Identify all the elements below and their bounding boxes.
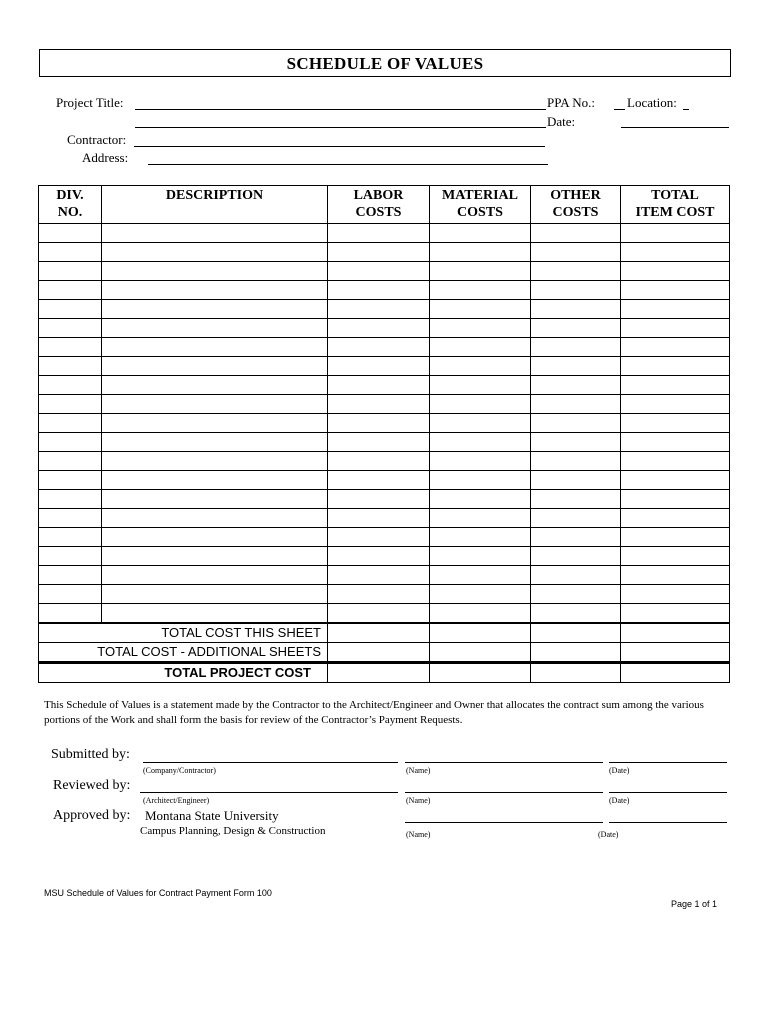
table-row bbox=[39, 528, 730, 547]
total-item-cost-cell[interactable] bbox=[621, 319, 730, 338]
other-cost-cell[interactable] bbox=[531, 357, 621, 376]
labor-cost-cell[interactable] bbox=[328, 376, 430, 395]
other-cost-cell[interactable] bbox=[531, 452, 621, 471]
table-row bbox=[39, 243, 730, 262]
page-title: SCHEDULE OF VALUES bbox=[39, 49, 731, 77]
labor-cost-cell[interactable] bbox=[328, 471, 430, 490]
labor-cost-cell[interactable] bbox=[328, 224, 430, 243]
submitted-date-caption: (Date) bbox=[609, 766, 630, 775]
total-item-cost-cell[interactable] bbox=[621, 490, 730, 509]
material-cost-cell[interactable] bbox=[430, 357, 531, 376]
description-cell[interactable] bbox=[102, 357, 328, 376]
table-row bbox=[39, 281, 730, 300]
material-cost-cell[interactable] bbox=[430, 566, 531, 585]
submitted-date-line[interactable] bbox=[609, 762, 727, 763]
other-cost-cell[interactable] bbox=[531, 281, 621, 300]
table-row bbox=[39, 604, 730, 624]
total-this-sheet-other-cell[interactable] bbox=[531, 623, 621, 643]
total-project-cost-row bbox=[39, 663, 730, 683]
total-additional-labor-cell[interactable] bbox=[328, 643, 430, 663]
total-item-cost-cell[interactable] bbox=[621, 547, 730, 566]
total-item-cost-cell[interactable] bbox=[621, 452, 730, 471]
description-cell[interactable] bbox=[102, 585, 328, 604]
other-cost-cell[interactable] bbox=[531, 395, 621, 414]
approver-university: Montana State University bbox=[145, 808, 279, 823]
other-cost-cell[interactable] bbox=[531, 300, 621, 319]
table-row bbox=[39, 395, 730, 414]
contractor-label: Contractor: bbox=[67, 132, 127, 147]
div-no-cell[interactable] bbox=[39, 281, 102, 300]
other-cost-cell[interactable] bbox=[531, 528, 621, 547]
div-no-cell[interactable] bbox=[39, 414, 102, 433]
project-title-label: Project Title: bbox=[56, 95, 124, 110]
material-cost-cell[interactable] bbox=[430, 338, 531, 357]
labor-cost-cell[interactable] bbox=[328, 414, 430, 433]
table-row bbox=[39, 471, 730, 490]
ppa-no-line[interactable] bbox=[614, 109, 625, 110]
schedule-note: This Schedule of Values is a statement made by the Contractor to the Architect/Engineer and Owner that allocates the contract sum among the various portions of the Work and shall form the basis for review of the Contractor’s Payment Requests. bbox=[44, 699, 704, 726]
material-cost-cell[interactable] bbox=[430, 585, 531, 604]
div-no-cell[interactable] bbox=[39, 604, 102, 624]
material-cost-cell[interactable] bbox=[430, 224, 531, 243]
description-cell[interactable] bbox=[102, 528, 328, 547]
material-cost-cell[interactable] bbox=[430, 262, 531, 281]
description-cell[interactable] bbox=[102, 224, 328, 243]
material-cost-cell[interactable] bbox=[430, 300, 531, 319]
table-row bbox=[39, 414, 730, 433]
total-item-cost-cell[interactable] bbox=[621, 357, 730, 376]
div-no-cell[interactable] bbox=[39, 585, 102, 604]
other-cost-cell[interactable] bbox=[531, 566, 621, 585]
page-number: Page 1 of 1 bbox=[671, 899, 718, 909]
total-project-other-cell[interactable] bbox=[531, 663, 621, 683]
material-cost-cell[interactable] bbox=[430, 604, 531, 624]
table-row bbox=[39, 319, 730, 338]
material-cost-cell[interactable] bbox=[430, 547, 531, 566]
description-cell[interactable] bbox=[102, 281, 328, 300]
material-cost-cell[interactable] bbox=[430, 319, 531, 338]
total-item-cost-cell[interactable] bbox=[621, 566, 730, 585]
column-header-div-no: DIV. NO. bbox=[39, 186, 102, 224]
schedule-table bbox=[38, 185, 730, 683]
column-header-labor-costs: LABOR COSTS bbox=[328, 186, 430, 224]
description-cell[interactable] bbox=[102, 566, 328, 585]
approved-name-caption: (Name) bbox=[406, 830, 431, 839]
total-item-cost-cell[interactable] bbox=[621, 300, 730, 319]
material-cost-cell[interactable] bbox=[430, 376, 531, 395]
approver-department: Campus Planning, Design & Construction bbox=[140, 825, 326, 837]
labor-cost-cell[interactable] bbox=[328, 243, 430, 262]
approved-by-label: Approved by: bbox=[53, 808, 131, 823]
table-row bbox=[39, 300, 730, 319]
labor-cost-cell[interactable] bbox=[328, 528, 430, 547]
total-item-cost-cell[interactable] bbox=[621, 224, 730, 243]
table-row bbox=[39, 224, 730, 243]
div-no-cell[interactable] bbox=[39, 433, 102, 452]
labor-cost-cell[interactable] bbox=[328, 490, 430, 509]
reviewed-architect-caption: (Architect/Engineer) bbox=[143, 796, 210, 805]
column-header-material-costs: MATERIAL COSTS bbox=[430, 186, 531, 224]
labor-cost-cell[interactable] bbox=[328, 433, 430, 452]
column-header-total-item-cost: TOTAL ITEM COST bbox=[621, 186, 730, 224]
total-item-cost-cell[interactable] bbox=[621, 471, 730, 490]
reviewed-date-caption: (Date) bbox=[609, 796, 630, 805]
other-cost-cell[interactable] bbox=[531, 224, 621, 243]
table-row bbox=[39, 547, 730, 566]
div-no-cell[interactable] bbox=[39, 338, 102, 357]
table-row bbox=[39, 262, 730, 281]
address-label: Address: bbox=[82, 150, 129, 165]
other-cost-cell[interactable] bbox=[531, 376, 621, 395]
description-cell[interactable] bbox=[102, 319, 328, 338]
description-cell[interactable] bbox=[102, 300, 328, 319]
other-cost-cell[interactable] bbox=[531, 547, 621, 566]
total-item-cost-cell[interactable] bbox=[621, 281, 730, 300]
div-no-cell[interactable] bbox=[39, 224, 102, 243]
description-cell[interactable] bbox=[102, 376, 328, 395]
material-cost-cell[interactable] bbox=[430, 281, 531, 300]
labor-cost-cell[interactable] bbox=[328, 300, 430, 319]
labor-cost-cell[interactable] bbox=[328, 319, 430, 338]
total-item-cost-cell[interactable] bbox=[621, 585, 730, 604]
labor-cost-cell[interactable] bbox=[328, 338, 430, 357]
submitted-name-caption: (Name) bbox=[406, 766, 431, 775]
other-cost-cell[interactable] bbox=[531, 509, 621, 528]
labor-cost-cell[interactable] bbox=[328, 452, 430, 471]
total-item-cost-cell[interactable] bbox=[621, 528, 730, 547]
div-no-cell[interactable] bbox=[39, 528, 102, 547]
description-cell[interactable] bbox=[102, 262, 328, 281]
total-this-sheet-total-cell[interactable] bbox=[621, 623, 730, 643]
material-cost-cell[interactable] bbox=[430, 509, 531, 528]
other-cost-cell[interactable] bbox=[531, 433, 621, 452]
other-cost-cell[interactable] bbox=[531, 585, 621, 604]
labor-cost-cell[interactable] bbox=[328, 585, 430, 604]
form-name-footer: MSU Schedule of Values for Contract Payment Form 100 bbox=[44, 888, 272, 898]
approved-date-caption: (Date) bbox=[598, 830, 619, 839]
div-no-cell[interactable] bbox=[39, 300, 102, 319]
location-line[interactable] bbox=[683, 109, 689, 110]
table-row bbox=[39, 452, 730, 471]
ppa-no-label: PPA No.: bbox=[547, 95, 595, 110]
labor-cost-cell[interactable] bbox=[328, 509, 430, 528]
total-this-sheet-material-cell[interactable] bbox=[430, 623, 531, 643]
other-cost-cell[interactable] bbox=[531, 490, 621, 509]
other-cost-cell[interactable] bbox=[531, 319, 621, 338]
description-cell[interactable] bbox=[102, 509, 328, 528]
submitted-by-label: Submitted by: bbox=[51, 747, 130, 762]
description-cell[interactable] bbox=[102, 547, 328, 566]
material-cost-cell[interactable] bbox=[430, 414, 531, 433]
other-cost-cell[interactable] bbox=[531, 243, 621, 262]
total-item-cost-cell[interactable] bbox=[621, 414, 730, 433]
project-title-line-2[interactable] bbox=[135, 127, 546, 128]
description-cell[interactable] bbox=[102, 452, 328, 471]
div-no-cell[interactable] bbox=[39, 395, 102, 414]
total-project-labor-cell[interactable] bbox=[328, 663, 430, 683]
material-cost-cell[interactable] bbox=[430, 528, 531, 547]
other-cost-cell[interactable] bbox=[531, 471, 621, 490]
total-item-cost-cell[interactable] bbox=[621, 338, 730, 357]
description-cell[interactable] bbox=[102, 471, 328, 490]
total-item-cost-cell[interactable] bbox=[621, 243, 730, 262]
material-cost-cell[interactable] bbox=[430, 471, 531, 490]
date-line[interactable] bbox=[621, 127, 729, 128]
labor-cost-cell[interactable] bbox=[328, 262, 430, 281]
total-project-material-cell[interactable] bbox=[430, 663, 531, 683]
table-row bbox=[39, 509, 730, 528]
total-item-cost-cell[interactable] bbox=[621, 376, 730, 395]
material-cost-cell[interactable] bbox=[430, 395, 531, 414]
table-row bbox=[39, 585, 730, 604]
labor-cost-cell[interactable] bbox=[328, 281, 430, 300]
date-label: Date: bbox=[547, 114, 576, 129]
description-cell[interactable] bbox=[102, 414, 328, 433]
material-cost-cell[interactable] bbox=[430, 433, 531, 452]
div-no-cell[interactable] bbox=[39, 452, 102, 471]
material-cost-cell[interactable] bbox=[430, 452, 531, 471]
div-no-cell[interactable] bbox=[39, 243, 102, 262]
div-no-cell[interactable] bbox=[39, 262, 102, 281]
material-cost-cell[interactable] bbox=[430, 490, 531, 509]
total-additional-sheets-row bbox=[39, 643, 730, 663]
total-item-cost-cell[interactable] bbox=[621, 604, 730, 624]
material-cost-cell[interactable] bbox=[430, 243, 531, 262]
reviewed-date-line[interactable] bbox=[609, 792, 727, 793]
table-row bbox=[39, 376, 730, 395]
div-no-cell[interactable] bbox=[39, 566, 102, 585]
labor-cost-cell[interactable] bbox=[328, 566, 430, 585]
labor-cost-cell[interactable] bbox=[328, 604, 430, 624]
total-this-sheet-label: TOTAL COST THIS SHEET bbox=[39, 623, 328, 643]
table-row bbox=[39, 566, 730, 585]
labor-cost-cell[interactable] bbox=[328, 357, 430, 376]
div-no-cell[interactable] bbox=[39, 490, 102, 509]
table-row bbox=[39, 357, 730, 376]
address-line[interactable] bbox=[148, 164, 548, 165]
location-label: Location: bbox=[627, 95, 677, 110]
approved-name-line[interactable] bbox=[405, 822, 603, 823]
submitted-name-line[interactable] bbox=[405, 762, 603, 763]
total-item-cost-cell[interactable] bbox=[621, 395, 730, 414]
table-row bbox=[39, 490, 730, 509]
description-cell[interactable] bbox=[102, 490, 328, 509]
table-row bbox=[39, 338, 730, 357]
table-row bbox=[39, 433, 730, 452]
reviewed-name-line[interactable] bbox=[405, 792, 603, 793]
total-additional-other-cell[interactable] bbox=[531, 643, 621, 663]
total-project-cost-label: TOTAL PROJECT COST bbox=[39, 663, 328, 683]
column-header-description: DESCRIPTION bbox=[102, 186, 328, 224]
reviewed-architect-line[interactable] bbox=[140, 792, 398, 793]
div-no-cell[interactable] bbox=[39, 319, 102, 338]
contractor-line[interactable] bbox=[134, 146, 545, 147]
total-this-sheet-labor-cell[interactable] bbox=[328, 623, 430, 643]
submitted-company-caption: (Company/Contractor) bbox=[143, 766, 216, 775]
description-cell[interactable] bbox=[102, 395, 328, 414]
div-no-cell[interactable] bbox=[39, 509, 102, 528]
total-project-total-cell[interactable] bbox=[621, 663, 730, 683]
other-cost-cell[interactable] bbox=[531, 338, 621, 357]
total-additional-total-cell[interactable] bbox=[621, 643, 730, 663]
submitted-company-line[interactable] bbox=[143, 762, 398, 763]
approved-date-line[interactable] bbox=[609, 822, 727, 823]
div-no-cell[interactable] bbox=[39, 547, 102, 566]
reviewed-name-caption: (Name) bbox=[406, 796, 431, 805]
labor-cost-cell[interactable] bbox=[328, 395, 430, 414]
div-no-cell[interactable] bbox=[39, 357, 102, 376]
div-no-cell[interactable] bbox=[39, 471, 102, 490]
column-header-other-costs: OTHER COSTS bbox=[531, 186, 621, 224]
total-item-cost-cell[interactable] bbox=[621, 509, 730, 528]
project-title-line[interactable] bbox=[135, 109, 546, 110]
total-item-cost-cell[interactable] bbox=[621, 262, 730, 281]
other-cost-cell[interactable] bbox=[531, 604, 621, 624]
reviewed-by-label: Reviewed by: bbox=[53, 778, 131, 793]
other-cost-cell[interactable] bbox=[531, 262, 621, 281]
table-header-row bbox=[39, 186, 730, 224]
description-cell[interactable] bbox=[102, 338, 328, 357]
total-this-sheet-row bbox=[39, 623, 730, 643]
description-cell[interactable] bbox=[102, 243, 328, 262]
labor-cost-cell[interactable] bbox=[328, 547, 430, 566]
total-additional-material-cell[interactable] bbox=[430, 643, 531, 663]
total-item-cost-cell[interactable] bbox=[621, 433, 730, 452]
div-no-cell[interactable] bbox=[39, 376, 102, 395]
description-cell[interactable] bbox=[102, 433, 328, 452]
description-cell[interactable] bbox=[102, 604, 328, 624]
other-cost-cell[interactable] bbox=[531, 414, 621, 433]
total-additional-sheets-label: TOTAL COST - ADDITIONAL SHEETS bbox=[39, 643, 328, 663]
